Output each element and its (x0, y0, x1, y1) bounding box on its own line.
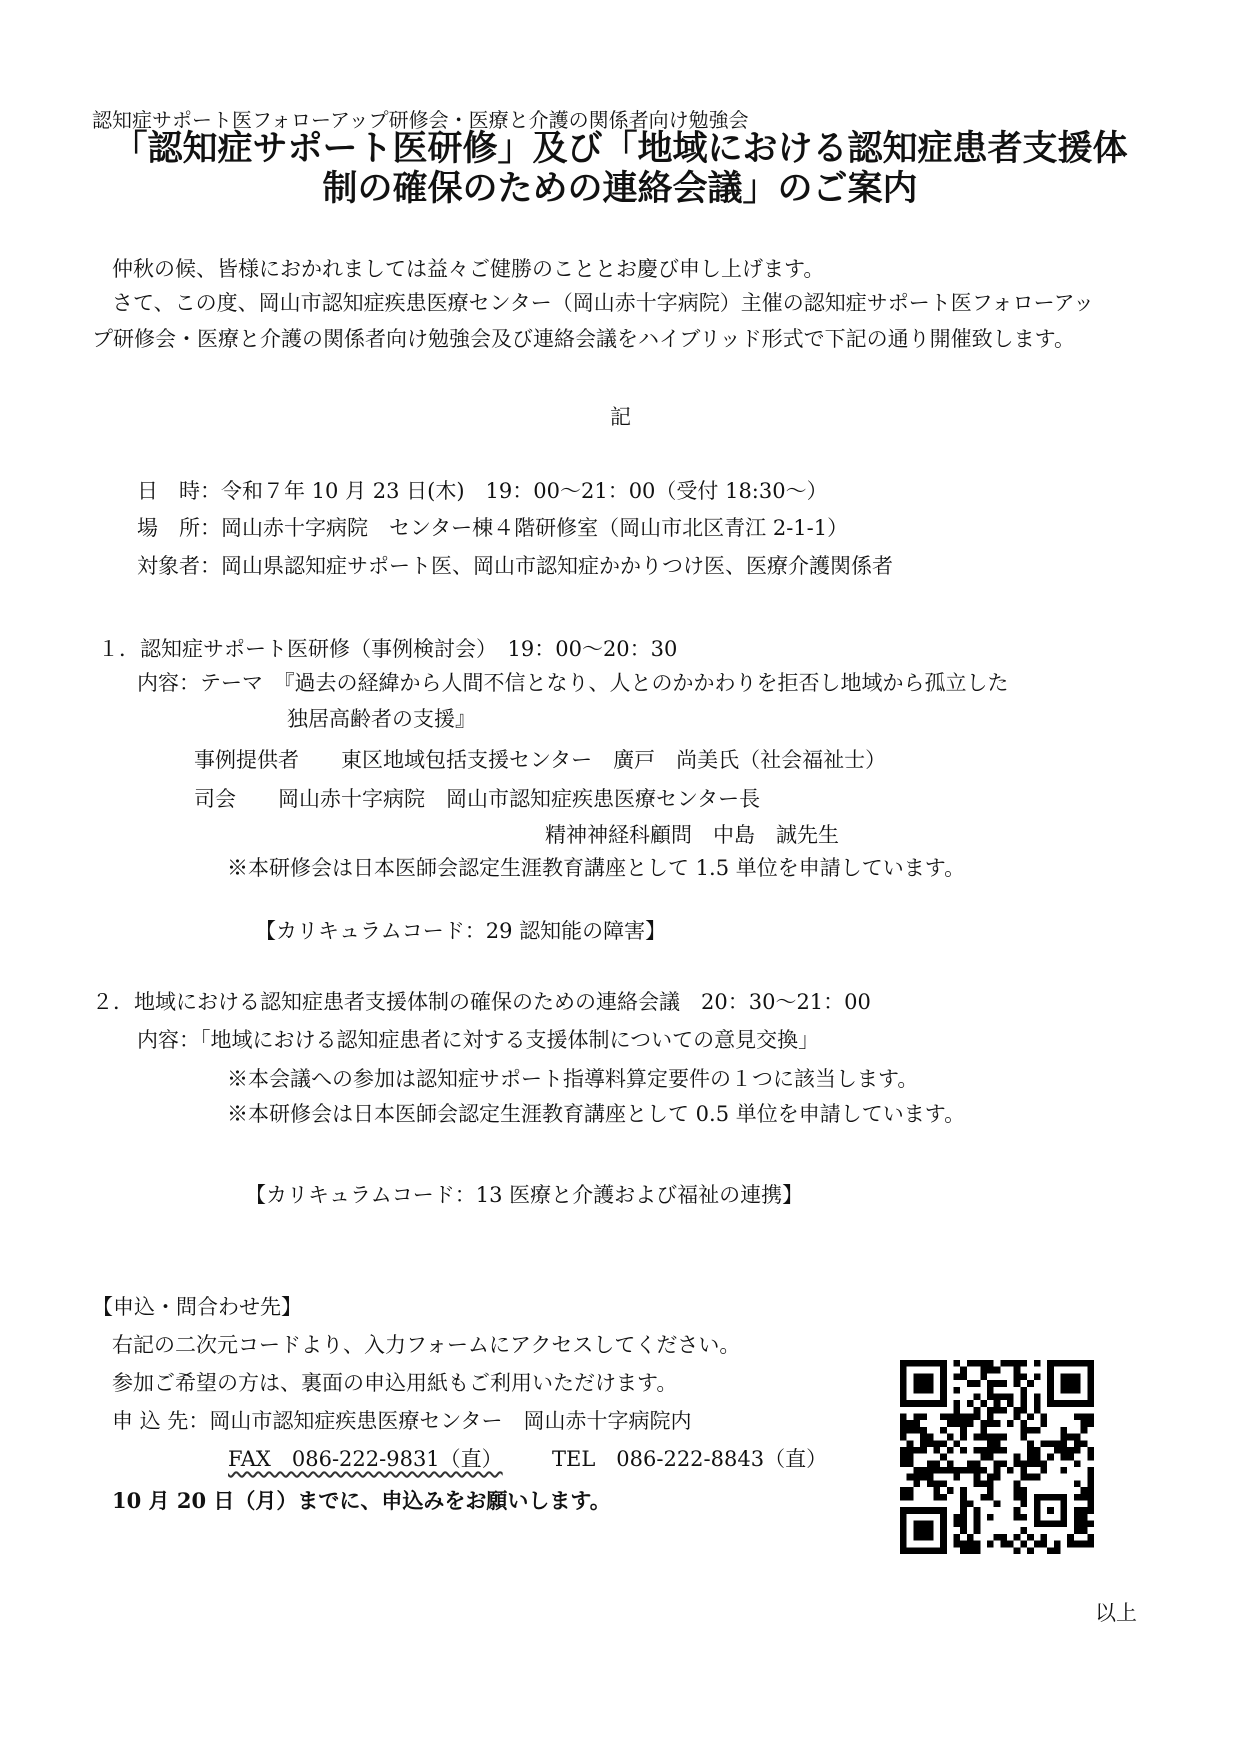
document-subtitle: 認知症サポート医フォローアップ研修会・医療と介護の関係者向け勉強会 (92, 108, 749, 132)
detail-date: 日 時：令和７年 10 月 23 日(木) 19：00～21：00（受付 18:30～） (137, 479, 828, 503)
document-title-line1: 「認知症サポート医研修」及び「地域における認知症患者支援体 (112, 129, 1128, 169)
contact-fax: FAX 086-222-9831（直） (228, 1447, 503, 1471)
intro-line-3: プ研修会・医療と介護の関係者向け勉強会及び連絡会議をハイブリッド形式で下記の通り開催致します。 (92, 327, 1076, 351)
document-title-line2: 制の確保のための連絡会議」のご案内 (322, 169, 918, 209)
contact-line-2: 参加ご希望の方は、裏面の申込用紙もご利用いただけます。 (112, 1371, 678, 1395)
intro-line-2: さて、この度、岡山市認知症疾患医療センター（岡山赤十字病院）主催の認知症サポート医フォローアッ (112, 291, 1095, 315)
section1-presenter: 事例提供者 東区地域包括支援センター 廣戸 尚美氏（社会福祉士） (194, 748, 887, 772)
closing-text: 以上 (1095, 1601, 1137, 1625)
section1-heading: １．認知症サポート医研修（事例検討会） 19：00～20：30 (98, 637, 678, 661)
contact-tel: TEL 086-222-8843（直） (552, 1447, 828, 1471)
contact-heading: 【申込・問合わせ先】 (92, 1295, 302, 1319)
section2-curriculum: 【カリキュラムコード：13 医療と介護および福祉の連携】 (245, 1183, 804, 1207)
section1-content-line2: 独居高齢者の支援』 (287, 707, 476, 731)
qr-code-icon[interactable] (900, 1360, 1094, 1554)
section1-host-line2: 精神神経科顧問 中島 誠先生 (545, 823, 839, 847)
section2-note-2: ※本研修会は日本医師会認定生涯教育講座として 0.5 単位を申請しています。 (227, 1102, 966, 1126)
contact-line-3: 申 込 先：岡山市認知症疾患医療センター 岡山赤十字病院内 (112, 1409, 692, 1433)
section1-curriculum: 【カリキュラムコード：29 認知能の障害】 (255, 919, 667, 943)
section1-note: ※本研修会は日本医師会認定生涯教育講座として 1.5 単位を申請しています。 (227, 856, 966, 880)
ki-heading: 記 (610, 405, 631, 429)
section2-note-1: ※本会議への参加は認知症サポート指導料算定要件の１つに該当します。 (227, 1067, 919, 1091)
contact-deadline: 10 月 20 日（月）までに、申込みをお願いします。 (112, 1488, 611, 1513)
section1-host-line1: 司会 岡山赤十字病院 岡山市認知症疾患医療センター長 (194, 787, 761, 811)
section2-content: 内容：「地域における認知症患者に対する支援体制についての意見交換」 (137, 1028, 820, 1052)
section2-heading: ２．地域における認知症患者支援体制の確保のための連絡会議 20：30～21：00 (92, 990, 871, 1014)
intro-line-1: 仲秋の候、皆様におかれましては益々ご健勝のこととお慶び申し上げます。 (112, 257, 825, 281)
detail-place: 場 所：岡山赤十字病院 センター棟４階研修室（岡山市北区青江 2-1-1） (137, 516, 849, 540)
contact-line-1: 右記の二次元コードより、入力フォームにアクセスしてください。 (112, 1333, 741, 1357)
section1-content-line1: 内容：テーマ 『過去の経緯から人間不信となり、人とのかかわりを拒否し地域から孤立した (137, 671, 1009, 695)
detail-target: 対象者：岡山県認知症サポート医、岡山市認知症かかりつけ医、医療介護関係者 (137, 554, 893, 578)
